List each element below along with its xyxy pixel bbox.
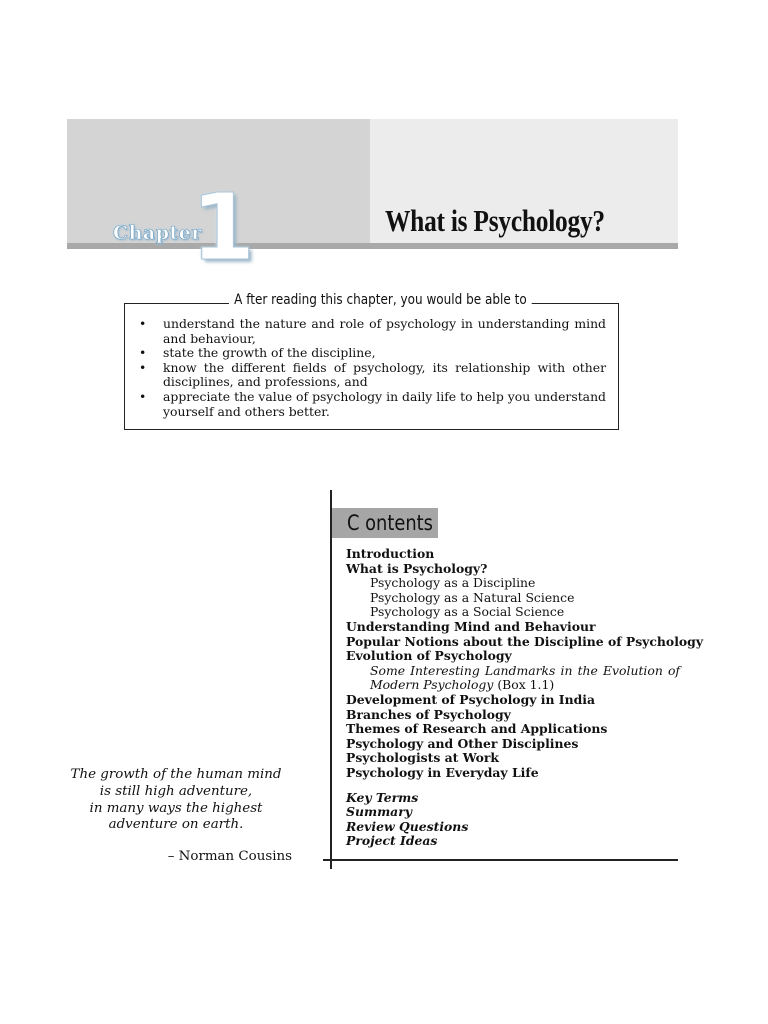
contents-heading-box — [332, 508, 438, 538]
objective-item: • know the different fields of psychology, its relationship with other disciplines, and professions, and — [139, 359, 606, 390]
bullet-icon: • — [139, 359, 147, 375]
objective-item: • state the growth of the discipline, — [139, 345, 376, 361]
quote-line: is still high adventure, — [99, 783, 253, 799]
objectives-list — [139, 317, 606, 419]
chapter-number: 1 — [191, 174, 256, 281]
toc-entry: Introduction — [346, 546, 435, 561]
contents-heading: C ontents — [347, 511, 433, 535]
toc-entry: Psychologists at Work — [346, 750, 499, 766]
objective-item: • understand the nature and role of psychology in understanding mind and behaviour, — [139, 316, 606, 346]
toc-box-entry — [346, 664, 680, 693]
toc-box-title: Some Interesting Landmarks in the Evolution of Modern Psychology — [370, 662, 680, 693]
toc-end-matter: Key Terms — [346, 789, 419, 805]
toc-entry: Evolution of Psychology — [346, 648, 512, 664]
toc-box-label: (Box 1.1) — [497, 677, 555, 693]
quote-author: – Norman Cousins — [167, 849, 292, 864]
toc-subentry: Psychology as a Social Science — [370, 604, 565, 620]
toc-entry: What is Psychology? — [346, 560, 488, 576]
chapter-title: What is Psychology? — [385, 203, 605, 238]
objectives-legend: A fter reading this chapter, you would be able to — [229, 292, 532, 308]
bullet-icon: • — [139, 388, 147, 404]
quote-line: in many ways the highest — [89, 800, 263, 816]
toc-subentry: Psychology as a Natural Science — [370, 589, 575, 605]
toc-spacer — [346, 781, 680, 791]
quote-line: The growth of the human mind — [70, 767, 282, 782]
bullet-icon: • — [139, 316, 147, 331]
toc-subentry: Psychology as a Discipline — [370, 575, 536, 591]
toc-entry: Branches of Psychology — [346, 706, 511, 722]
bullet-icon: • — [139, 345, 147, 361]
toc-end-matter: Project Ideas — [346, 833, 438, 849]
contents-vertical-rule — [330, 490, 332, 869]
toc-entry: Psychology in Everyday Life — [346, 764, 539, 780]
chapter-label: Chapter — [113, 222, 202, 244]
contents-bottom-rule — [323, 859, 678, 861]
toc-entry: Popular Notions about the Discipline of Psychology — [346, 633, 704, 649]
toc-entry: Psychology and Other Disciplines — [346, 735, 579, 751]
objective-item: • appreciate the value of psychology in daily life to help you understand yourself and others better. — [139, 388, 606, 419]
epigraph-quote — [60, 767, 292, 834]
quote-line: adventure on earth. — [108, 817, 244, 833]
toc-entry: Development of Psychology in India — [346, 691, 595, 707]
toc-end-matter: Review Questions — [346, 818, 469, 834]
toc-entry: Themes of Research and Applications — [346, 721, 608, 737]
toc-end-matter: Summary — [346, 804, 412, 820]
table-of-contents — [346, 546, 704, 849]
learning-objectives-box — [124, 303, 619, 430]
toc-entry: Understanding Mind and Behaviour — [346, 618, 596, 634]
